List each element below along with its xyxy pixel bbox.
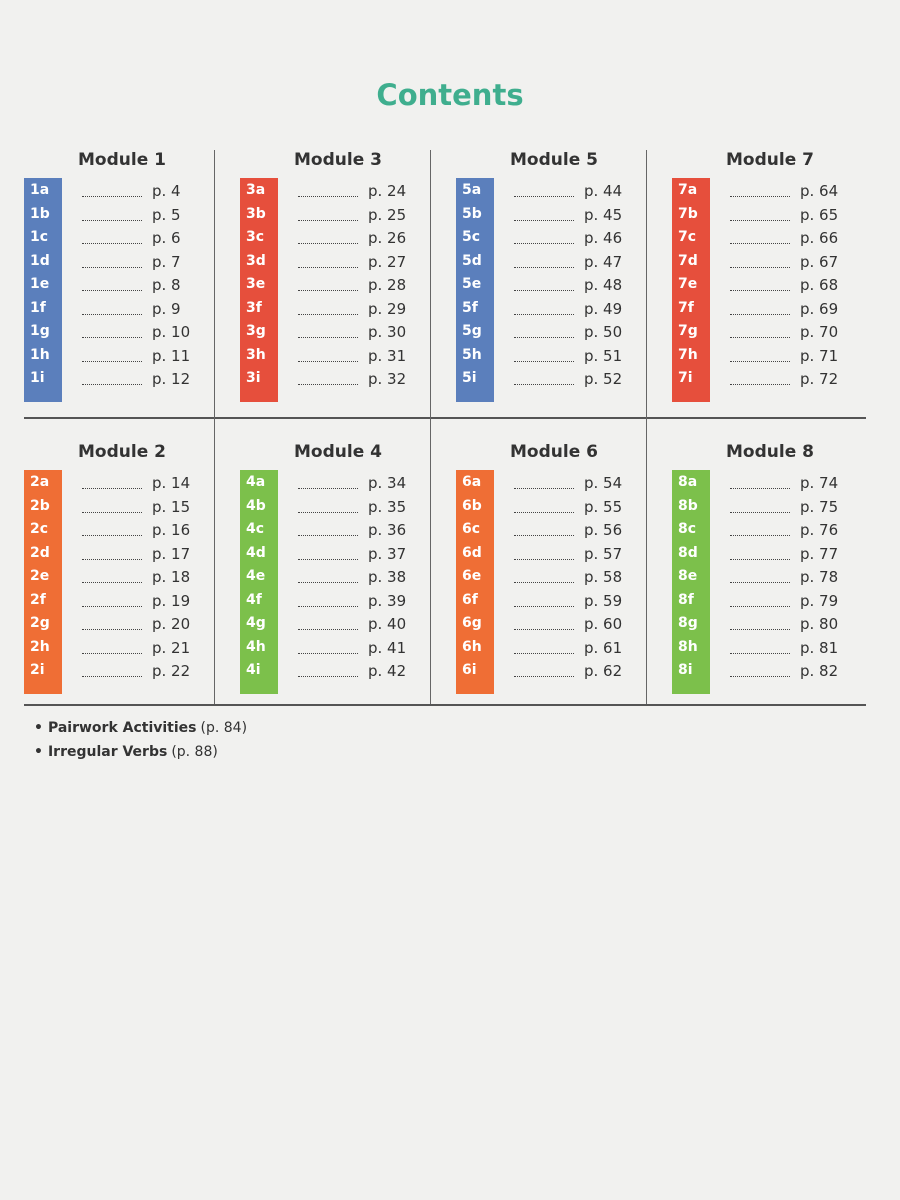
lesson-page: p. 19 xyxy=(152,591,191,610)
bullet-icon: • xyxy=(34,744,43,760)
leader-dots xyxy=(298,596,358,607)
lesson-code[interactable]: 8h xyxy=(678,638,698,655)
leader-dots xyxy=(82,210,142,221)
lesson-code[interactable]: 3h xyxy=(246,346,266,363)
lesson-code[interactable]: 4g xyxy=(246,615,266,631)
lesson-code[interactable]: 4f xyxy=(246,591,262,608)
lesson-page: p. 64 xyxy=(800,182,839,200)
lesson-code[interactable]: 6b xyxy=(462,497,482,514)
lesson-page: p. 70 xyxy=(800,323,839,341)
lesson-code[interactable]: 8d xyxy=(678,544,698,561)
leader-dots xyxy=(514,233,574,244)
lesson-page: p. 80 xyxy=(800,615,839,633)
lesson-page: p. 9 xyxy=(152,299,181,318)
lesson-page: p. 54 xyxy=(584,474,623,492)
lesson-code[interactable]: 5c xyxy=(462,229,481,245)
lesson-code[interactable]: 8b xyxy=(678,497,698,514)
lesson-page: p. 79 xyxy=(800,591,839,610)
lesson-page: p. 34 xyxy=(368,474,407,492)
lesson-code[interactable]: 4d xyxy=(246,544,266,561)
lesson-code[interactable]: 8a xyxy=(678,474,698,490)
leader-dots xyxy=(82,304,142,315)
leader-dots xyxy=(298,374,358,385)
leader-dots xyxy=(730,596,790,607)
lesson-code[interactable]: 1g xyxy=(30,323,50,339)
lesson-page: p. 56 xyxy=(584,521,623,539)
leader-dots xyxy=(730,502,790,513)
lesson-code[interactable]: 7f xyxy=(678,299,694,316)
lesson-code[interactable]: 4e xyxy=(246,568,266,584)
module-block xyxy=(456,150,656,410)
leader-dots xyxy=(82,374,142,385)
lesson-code[interactable]: 2e xyxy=(30,568,50,584)
leader-dots xyxy=(298,280,358,291)
lesson-code[interactable]: 1e xyxy=(30,276,50,292)
leader-dots xyxy=(298,210,358,221)
leader-dots xyxy=(298,549,358,560)
leader-dots xyxy=(82,666,142,677)
lesson-code[interactable]: 6f xyxy=(462,591,478,608)
module-title: Module 1 xyxy=(78,150,166,170)
lesson-code[interactable]: 3a xyxy=(246,182,266,198)
lesson-code[interactable]: 6e xyxy=(462,568,482,584)
row-divider xyxy=(24,417,866,419)
lesson-page: p. 48 xyxy=(584,276,623,294)
lesson-code[interactable]: 2a xyxy=(30,474,50,490)
leader-dots xyxy=(514,327,574,338)
leader-dots xyxy=(298,502,358,513)
lesson-code[interactable]: 7a xyxy=(678,182,698,198)
leader-dots xyxy=(298,572,358,583)
leader-dots xyxy=(82,186,142,197)
lesson-page: p. 4 xyxy=(152,182,181,200)
leader-dots xyxy=(298,525,358,536)
leader-dots xyxy=(82,619,142,630)
leader-dots xyxy=(298,666,358,677)
extra-item-irregular-verbs[interactable] xyxy=(34,740,247,764)
lesson-code[interactable]: 4h xyxy=(246,638,266,655)
leader-dots xyxy=(298,619,358,630)
leader-dots xyxy=(514,525,574,536)
lesson-page: p. 74 xyxy=(800,474,839,492)
module-block xyxy=(456,442,656,702)
module-block xyxy=(24,442,224,702)
leader-dots xyxy=(730,525,790,536)
leader-dots xyxy=(82,596,142,607)
lesson-page: p. 50 xyxy=(584,323,623,341)
leader-dots xyxy=(298,643,358,654)
lesson-code[interactable]: 6a xyxy=(462,474,482,490)
lesson-page: p. 45 xyxy=(584,205,623,224)
leader-dots xyxy=(82,351,142,362)
lesson-page: p. 22 xyxy=(152,662,191,680)
lesson-code[interactable]: 5a xyxy=(462,182,482,198)
module-block xyxy=(672,442,872,702)
leader-dots xyxy=(730,280,790,291)
leader-dots xyxy=(730,478,790,489)
lesson-code[interactable]: 1d xyxy=(30,252,50,269)
leader-dots xyxy=(514,186,574,197)
lesson-code[interactable]: 7i xyxy=(678,370,693,386)
extra-label: Irregular Verbs xyxy=(47,744,168,760)
lesson-page: p. 8 xyxy=(152,276,181,294)
lesson-page: p. 66 xyxy=(800,229,839,247)
lesson-code[interactable]: 4i xyxy=(246,662,261,678)
lesson-code[interactable]: 5h xyxy=(462,346,482,363)
lesson-page: p. 46 xyxy=(584,229,623,247)
leader-dots xyxy=(514,643,574,654)
lesson-page: p. 12 xyxy=(152,370,191,388)
lesson-code[interactable]: 6g xyxy=(462,615,482,631)
lesson-code[interactable]: 7d xyxy=(678,252,698,269)
module-title: Module 4 xyxy=(294,442,382,462)
extra-page: (p. 88) xyxy=(171,744,218,760)
extra-item-pairwork[interactable] xyxy=(34,716,247,740)
lesson-page: p. 60 xyxy=(584,615,623,633)
leader-dots xyxy=(82,327,142,338)
lesson-code[interactable]: 7c xyxy=(678,229,697,245)
lesson-page: p. 11 xyxy=(152,346,191,365)
lesson-code[interactable]: 3f xyxy=(246,299,262,316)
lesson-page: p. 76 xyxy=(800,521,839,539)
lesson-page: p. 39 xyxy=(368,591,407,610)
module-title: Module 3 xyxy=(294,150,382,170)
lesson-page: p. 75 xyxy=(800,497,839,516)
lesson-code[interactable]: 1a xyxy=(30,182,50,198)
lesson-page: p. 51 xyxy=(584,346,623,365)
leader-dots xyxy=(82,549,142,560)
lesson-page: p. 16 xyxy=(152,521,191,539)
lesson-page: p. 49 xyxy=(584,299,623,318)
module-block xyxy=(672,150,872,410)
lesson-page: p. 31 xyxy=(368,346,407,365)
lesson-code[interactable]: 5i xyxy=(462,370,477,386)
leader-dots xyxy=(514,572,574,583)
leader-dots xyxy=(730,572,790,583)
lesson-page: p. 18 xyxy=(152,568,191,586)
leader-dots xyxy=(514,304,574,315)
leader-dots xyxy=(730,374,790,385)
lesson-code[interactable]: 5e xyxy=(462,276,482,292)
lesson-page: p. 35 xyxy=(368,497,407,516)
leader-dots xyxy=(514,549,574,560)
lesson-page: p. 68 xyxy=(800,276,839,294)
leader-dots xyxy=(730,210,790,221)
leader-dots xyxy=(298,304,358,315)
lesson-page: p. 25 xyxy=(368,205,407,224)
leader-dots xyxy=(514,257,574,268)
leader-dots xyxy=(730,549,790,560)
extras-list xyxy=(34,716,247,764)
lesson-page: p. 52 xyxy=(584,370,623,388)
lesson-page: p. 29 xyxy=(368,299,407,318)
leader-dots xyxy=(298,351,358,362)
lesson-page: p. 82 xyxy=(800,662,839,680)
lesson-page: p. 72 xyxy=(800,370,839,388)
lesson-code[interactable]: 2f xyxy=(30,591,46,608)
lesson-page: p. 14 xyxy=(152,474,191,492)
lesson-code[interactable]: 1i xyxy=(30,370,45,386)
lesson-code[interactable]: 6i xyxy=(462,662,477,678)
module-title: Module 5 xyxy=(510,150,598,170)
lesson-code[interactable]: 1h xyxy=(30,346,50,363)
leader-dots xyxy=(514,619,574,630)
leader-dots xyxy=(82,478,142,489)
lesson-page: p. 65 xyxy=(800,205,839,224)
lesson-code[interactable]: 4a xyxy=(246,474,266,490)
lesson-page: p. 17 xyxy=(152,544,191,563)
lesson-page: p. 28 xyxy=(368,276,407,294)
leader-dots xyxy=(298,327,358,338)
leader-dots xyxy=(514,374,574,385)
leader-dots xyxy=(730,643,790,654)
lesson-code[interactable]: 2i xyxy=(30,662,45,678)
module-title: Module 8 xyxy=(726,442,814,462)
lesson-page: p. 78 xyxy=(800,568,839,586)
lesson-code[interactable]: 7e xyxy=(678,276,698,292)
leader-dots xyxy=(730,233,790,244)
lesson-page: p. 36 xyxy=(368,521,407,539)
bottom-rule xyxy=(24,704,866,706)
lesson-code[interactable]: 2c xyxy=(30,521,49,537)
lesson-page: p. 5 xyxy=(152,205,181,224)
lesson-page: p. 27 xyxy=(368,252,407,271)
lesson-code[interactable]: 3d xyxy=(246,252,266,269)
lesson-page: p. 55 xyxy=(584,497,623,516)
lesson-code[interactable]: 3e xyxy=(246,276,266,292)
lesson-page: p. 44 xyxy=(584,182,623,200)
lesson-page: p. 7 xyxy=(152,252,181,271)
leader-dots xyxy=(730,619,790,630)
bullet-icon: • xyxy=(34,720,43,736)
module-block xyxy=(24,150,224,410)
leader-dots xyxy=(514,666,574,677)
leader-dots xyxy=(514,210,574,221)
lesson-code[interactable]: 3i xyxy=(246,370,261,386)
lesson-code[interactable]: 2b xyxy=(30,497,50,514)
lesson-code[interactable]: 3b xyxy=(246,205,266,222)
lesson-page: p. 41 xyxy=(368,638,407,657)
leader-dots xyxy=(82,280,142,291)
lesson-page: p. 26 xyxy=(368,229,407,247)
leader-dots xyxy=(730,304,790,315)
leader-dots xyxy=(82,233,142,244)
leader-dots xyxy=(82,572,142,583)
module-block xyxy=(240,150,440,410)
lesson-code[interactable]: 7h xyxy=(678,346,698,363)
lesson-page: p. 47 xyxy=(584,252,623,271)
leader-dots xyxy=(298,233,358,244)
leader-dots xyxy=(730,327,790,338)
lesson-page: p. 30 xyxy=(368,323,407,341)
lesson-page: p. 77 xyxy=(800,544,839,563)
lesson-code[interactable]: 4b xyxy=(246,497,266,514)
lesson-code[interactable]: 7b xyxy=(678,205,698,222)
leader-dots xyxy=(514,280,574,291)
lesson-page: p. 67 xyxy=(800,252,839,271)
leader-dots xyxy=(514,596,574,607)
leader-dots xyxy=(298,186,358,197)
leader-dots xyxy=(82,525,142,536)
lesson-page: p. 57 xyxy=(584,544,623,563)
lesson-page: p. 15 xyxy=(152,497,191,516)
module-title: Module 6 xyxy=(510,442,598,462)
lesson-page: p. 69 xyxy=(800,299,839,318)
lesson-page: p. 6 xyxy=(152,229,181,247)
lesson-page: p. 21 xyxy=(152,638,191,657)
extra-label: Pairwork Activities xyxy=(47,720,197,736)
leader-dots xyxy=(82,643,142,654)
module-block xyxy=(240,442,440,702)
leader-dots xyxy=(730,186,790,197)
lesson-code[interactable]: 5f xyxy=(462,299,478,316)
lesson-code[interactable]: 1c xyxy=(30,229,49,245)
leader-dots xyxy=(730,351,790,362)
leader-dots xyxy=(298,478,358,489)
lesson-code[interactable]: 5b xyxy=(462,205,482,222)
lesson-code[interactable]: 7g xyxy=(678,323,698,339)
leader-dots xyxy=(82,502,142,513)
lesson-page: p. 20 xyxy=(152,615,191,633)
lesson-page: p. 81 xyxy=(800,638,839,657)
lesson-code[interactable]: 3g xyxy=(246,323,266,339)
lesson-code[interactable]: 4c xyxy=(246,521,265,537)
lesson-code[interactable]: 6c xyxy=(462,521,481,537)
lesson-code[interactable]: 2d xyxy=(30,544,50,561)
lesson-code[interactable]: 2h xyxy=(30,638,50,655)
leader-dots xyxy=(730,666,790,677)
leader-dots xyxy=(514,478,574,489)
lesson-page: p. 62 xyxy=(584,662,623,680)
lesson-code[interactable]: 8c xyxy=(678,521,697,537)
lesson-code[interactable]: 3c xyxy=(246,229,265,245)
lesson-code[interactable]: 1b xyxy=(30,205,50,222)
leader-dots xyxy=(514,351,574,362)
lesson-page: p. 58 xyxy=(584,568,623,586)
lesson-code[interactable]: 6d xyxy=(462,544,482,561)
leader-dots xyxy=(730,257,790,268)
lesson-page: p. 61 xyxy=(584,638,623,657)
lesson-page: p. 59 xyxy=(584,591,623,610)
leader-dots xyxy=(514,502,574,513)
lesson-code[interactable]: 1f xyxy=(30,299,46,316)
lesson-code[interactable]: 2g xyxy=(30,615,50,631)
lesson-code[interactable]: 6h xyxy=(462,638,482,655)
lesson-code[interactable]: 8g xyxy=(678,615,698,631)
module-title: Module 7 xyxy=(726,150,814,170)
lesson-page: p. 37 xyxy=(368,544,407,563)
leader-dots xyxy=(298,257,358,268)
module-title: Module 2 xyxy=(78,442,166,462)
lesson-page: p. 42 xyxy=(368,662,407,680)
lesson-page: p. 40 xyxy=(368,615,407,633)
lesson-code[interactable]: 5d xyxy=(462,252,482,269)
lesson-page: p. 71 xyxy=(800,346,839,365)
lesson-code[interactable]: 8f xyxy=(678,591,694,608)
lesson-page: p. 38 xyxy=(368,568,407,586)
page-title: Contents xyxy=(376,78,524,112)
extra-page: (p. 84) xyxy=(200,720,248,736)
lesson-code[interactable]: 8e xyxy=(678,568,698,584)
lesson-page: p. 32 xyxy=(368,370,407,388)
lesson-code[interactable]: 8i xyxy=(678,662,693,678)
lesson-page: p. 10 xyxy=(152,323,191,341)
contents-grid xyxy=(24,150,866,706)
leader-dots xyxy=(82,257,142,268)
lesson-code[interactable]: 5g xyxy=(462,323,482,339)
lesson-page: p. 24 xyxy=(368,182,407,200)
